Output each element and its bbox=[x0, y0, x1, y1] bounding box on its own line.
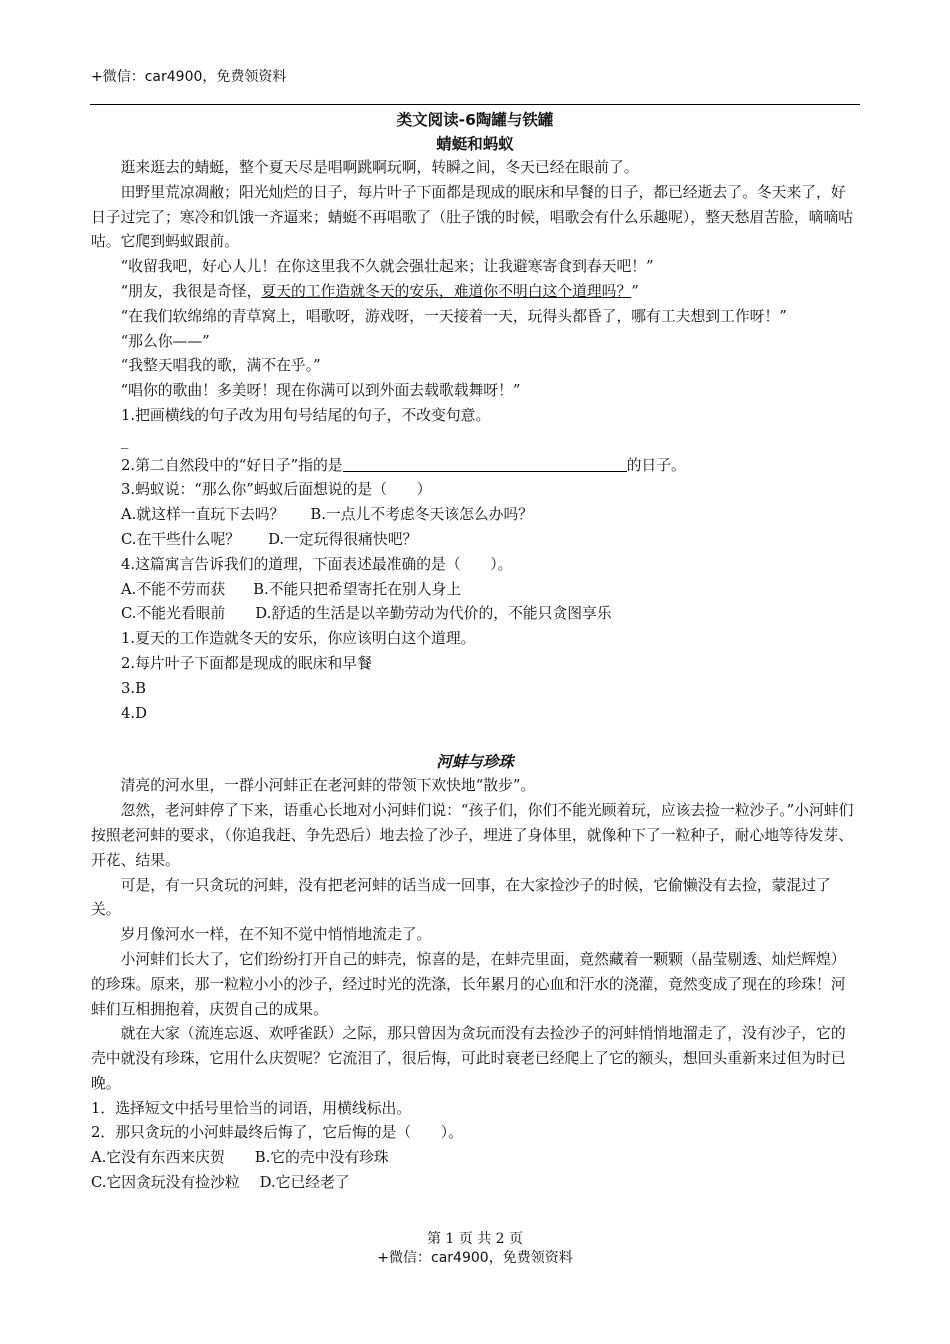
option-d: D.一定玩得很痛快吧？ bbox=[268, 530, 418, 548]
footer-watermark: +微信：car4900，免费领资料 bbox=[377, 1250, 573, 1266]
option-b: B.一点儿不考虑冬天该怎么办吗？ bbox=[310, 506, 534, 524]
fill-blank bbox=[343, 455, 627, 472]
option-c: C.不能光看眼前 bbox=[121, 605, 226, 623]
story2-paragraph: 岁月像河水一样，在不知不觉中悄悄地流走了。 bbox=[120, 926, 432, 944]
option-b: B.不能只把希望寄托在别人身上 bbox=[253, 580, 462, 598]
answer-4: 4.D bbox=[121, 704, 147, 722]
question-4-options-row1 bbox=[91, 578, 859, 603]
option-a: A.它没有东西来庆贺 bbox=[91, 1149, 225, 1167]
question-3: 3.蚂蚁说：“那么你”蚂蚁后面想说的是（ ） bbox=[121, 481, 432, 499]
option-d: D.它已经老了 bbox=[259, 1174, 350, 1192]
quote-close: ” bbox=[631, 282, 639, 300]
option-b: B.它的壳中没有珍珠 bbox=[254, 1149, 389, 1167]
story2-paragraph: 忽然，老河蚌停了下来，语重心长地对小河蚌们说：“孩子们，你们不能光顾着玩，应该去捡一粒沙子。”小河蚌们按照老河蚌的要求，（你追我赶、争先恐后）地去捡了沙子，埋进了身体里，就像种下了一粒种子，耐心地等待发芽、开花、结果。 bbox=[91, 802, 854, 869]
option-a: A.不能不劳而获 bbox=[121, 580, 226, 598]
story1-paragraph: “在我们软绵绵的青草窝上，唱歌呀，游戏呀，一天接着一天，玩得头都昏了，哪有工夫想到工作呀！” bbox=[120, 307, 787, 325]
story2-question-1: 1．选择短文中括号里恰当的词语，用横线标出。 bbox=[91, 1099, 412, 1117]
story2-options-row2 bbox=[91, 1171, 859, 1196]
story1-paragraph-underlined bbox=[91, 280, 859, 305]
question-3-options-row2 bbox=[91, 528, 859, 553]
question-2-text: 2.第二自然段中的“好日子”指的是 bbox=[121, 456, 343, 474]
quote-open: “朋友，我很是奇怪， bbox=[120, 282, 262, 300]
story2-paragraph: 小河蚌们长大了，它们纷纷打开自己的蚌壳，惊喜的是，在蚌壳里面，竟然藏着一颗颗（晶莹剔透、灿烂辉煌）的珍珠。原来，那一粒粒小小的沙子，经过时光的洗涤，长年累月的心血和汗水的浇灌，竟然变成了现在的珍珠！河蚌们互相拥抱着，庆贺自己的成果。 bbox=[91, 950, 846, 1018]
section-spacer bbox=[91, 726, 859, 750]
option-a: A.就这样一直玩下去吗？ bbox=[121, 506, 285, 524]
document-title: 类文阅读-6陶罐与铁罐 bbox=[396, 111, 554, 129]
document-body bbox=[91, 108, 859, 1196]
story2-question-2: 2．那只贪玩的小河蚌最终后悔了，它后悔的是（ ）。 bbox=[91, 1124, 463, 1142]
page-number: 第 1 页 共 2 页 bbox=[426, 1231, 524, 1247]
story2-paragraph: 就在大家（流连忘返、欢呼雀跃）之际，那只曾因为贪玩而没有去捡沙子的河蚌悄悄地溜走了，没有沙子，它的壳中就没有珍珠，它用什么庆贺呢？它流泪了，很后悔，可此时衰老已经爬上了它的额头，想回头重新来过但为时已晚。 bbox=[91, 1025, 846, 1092]
story1-paragraph: 逛来逛去的蜻蜓，整个夏天尽是唱啊跳啊玩啊，转瞬之间，冬天已经在眼前了。 bbox=[120, 159, 639, 176]
option-c: C.它因贪玩没有捡沙粒 bbox=[91, 1174, 240, 1192]
story2-paragraph: 清亮的河水里，一群小河蚌正在老河蚌的带领下欢快地“散步”。 bbox=[120, 777, 536, 795]
answer-2: 2.每片叶子下面都是现成的眠床和早餐 bbox=[121, 654, 372, 672]
answer-line: _ bbox=[121, 431, 129, 449]
story2-title: 河蚌与珍珠 bbox=[436, 753, 514, 772]
header-rule bbox=[90, 104, 860, 105]
question-4: 4.这篇寓言告诉我们的道理，下面表述最准确的是（ ）。 bbox=[121, 555, 513, 573]
header-watermark: +微信：car4900，免费领资料 bbox=[91, 69, 287, 85]
question-1: 1.把画横线的句子改为用句号结尾的句子，不改变句意。 bbox=[121, 406, 491, 424]
story1-paragraph: “收留我吧，好心人儿！在你这里我不久就会强壮起来；让我避寒寄食到春天吧！” bbox=[120, 258, 654, 276]
story2-paragraph: 可是，有一只贪玩的河蚌，没有把老河蚌的话当成一回事，在大家捡沙子的时候，它偷懒没有去捡，蒙混过了关。 bbox=[91, 876, 831, 919]
question-3-options-row1 bbox=[91, 503, 859, 528]
answer-1: 1.夏天的工作造就冬天的安乐，你应该明白这个道理。 bbox=[121, 630, 476, 648]
answer-3: 3.B bbox=[121, 679, 146, 697]
story1-paragraph: “唱你的歌曲！多美呀！现在你满可以到外面去载歌载舞呀！” bbox=[120, 382, 521, 400]
question-2-tail: 的日子。 bbox=[626, 456, 686, 474]
question-4-options-row2 bbox=[91, 602, 859, 627]
story1-paragraph: “那么你——” bbox=[120, 332, 210, 350]
story2-options-row1 bbox=[91, 1146, 859, 1171]
option-d: D.舒适的生活是以辛勤劳动为代价的，不能只贪图享乐 bbox=[255, 605, 612, 623]
underlined-sentence: 夏天的工作造就冬天的安乐，难道你不明白这个道理吗？ bbox=[261, 282, 632, 300]
story1-title: 蜻蜓和蚂蚁 bbox=[436, 135, 514, 153]
story1-paragraph: 田野里荒凉凋敝；阳光灿烂的日子，每片叶子下面都是现成的眠床和早餐的日子，都已经逝去了。冬天来了，好日子过完了；寒冷和饥饿一齐逼来；蜻蜓不再唱歌了（肚子饿的时候，唱歌会有什么乐趣呢），整天愁眉苦脸，嘀嘀咕咕。它爬到蚂蚁跟前。 bbox=[91, 183, 854, 251]
question-2 bbox=[91, 454, 859, 479]
story1-paragraph: “我整天唱我的歌，满不在乎。” bbox=[120, 357, 321, 375]
option-c: C.在干些什么呢？ bbox=[121, 530, 241, 548]
